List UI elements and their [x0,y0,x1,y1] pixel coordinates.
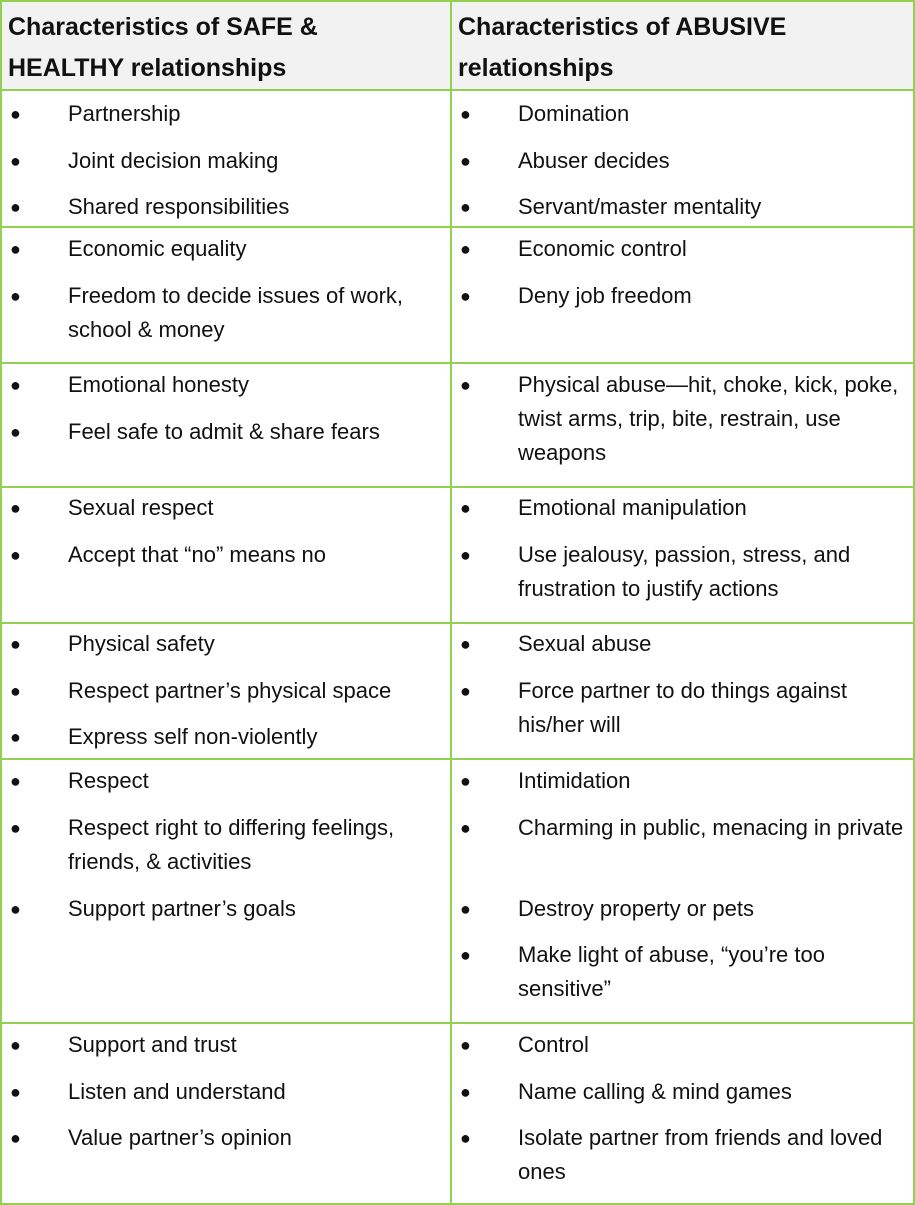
bullet-icon: ● [10,197,21,217]
bullet-icon: ● [10,727,21,747]
table-row [2,364,913,488]
healthy-cell: ● Partnership ● Joint decision making ● Shared responsibilities [2,91,452,226]
healthy-cell: ● Economic equality ● Freedom to decide issues of work, school & money [2,228,452,362]
bullet-icon: ● [460,498,471,518]
bullet-icon: ● [460,239,471,259]
bullet-icon: ● [460,1035,471,1055]
table-row [2,228,913,364]
bullet-icon: ● [10,545,21,565]
bullet-icon: ● [10,151,21,171]
abusive-cell: ● Physical abuse—hit, choke, kick, poke, twist arms, trip, bite, restrain, use weapons [452,364,913,486]
bullet-icon: ● [10,239,21,259]
bullet-icon: ● [460,375,471,395]
healthy-cell: ● Sexual respect ● Accept that “no” means no [2,488,452,622]
bullet-icon: ● [10,1035,21,1055]
bullet-icon: ● [460,286,471,306]
bullet-icon: ● [460,681,471,701]
bullet-icon: ● [460,151,471,171]
header-abusive-title: Characteristics of ABUSIVE relationships [458,13,787,82]
abusive-cell: ● Economic control ● Deny job freedom [452,228,913,362]
bullet-icon: ● [10,1082,21,1102]
bullet-icon: ● [460,818,471,838]
bullet-icon: ● [10,286,21,306]
bullet-icon: ● [10,104,21,124]
bullet-icon: ● [460,899,471,919]
abusive-cell: ● Emotional manipulation ● Use jealousy, passion, stress, and frustration to justify actions [452,488,913,622]
table-header-row [2,2,913,91]
bullet-icon: ● [10,899,21,919]
header-cell-healthy [2,2,452,89]
bullet-icon: ● [460,104,471,124]
bullet-icon: ● [10,422,21,442]
bullet-icon: ● [460,771,471,791]
bullet-icon: ● [10,634,21,654]
bullet-icon: ● [10,498,21,518]
table-row [2,488,913,624]
bullet-icon: ● [10,771,21,791]
abusive-cell: ● Intimidation ● Charming in public, menacing in private ● Destroy property or pets ● Make light of abuse, “you’re too sensitive” [452,760,913,1022]
healthy-cell: ● Emotional honesty ● Feel safe to admit & share fears [2,364,452,486]
table-row [2,624,913,760]
bullet-icon: ● [460,945,471,965]
bullet-icon: ● [10,375,21,395]
table-row [2,91,913,228]
bullet-icon: ● [460,634,471,654]
bullet-icon: ● [460,545,471,565]
bullet-icon: ● [10,681,21,701]
header-cell-abusive [452,2,913,89]
abusive-cell: ● Sexual abuse ● Force partner to do things against his/her will [452,624,913,758]
healthy-cell: ● Support and trust ● Listen and understand ● Value partner’s opinion [2,1024,452,1203]
bullet-icon: ● [10,818,21,838]
healthy-cell: ● Respect ● Respect right to differing feelings, friends, & activities ● Support partner’s goals [2,760,452,1022]
abusive-cell: ● Control ● Name calling & mind games ● Isolate partner from friends and loved ones [452,1024,913,1203]
bullet-icon: ● [460,1082,471,1102]
bullet-icon: ● [460,1128,471,1148]
table-row [2,1024,913,1203]
table-row [2,760,913,1024]
healthy-cell: ● Physical safety ● Respect partner’s physical space ● Express self non-violently [2,624,452,758]
header-healthy-title: Characteristics of SAFE & HEALTHY relationships [8,13,318,82]
abusive-cell: ● Domination ● Abuser decides ● Servant/master mentality [452,91,913,226]
bullet-icon: ● [460,197,471,217]
bullet-icon: ● [10,1128,21,1148]
